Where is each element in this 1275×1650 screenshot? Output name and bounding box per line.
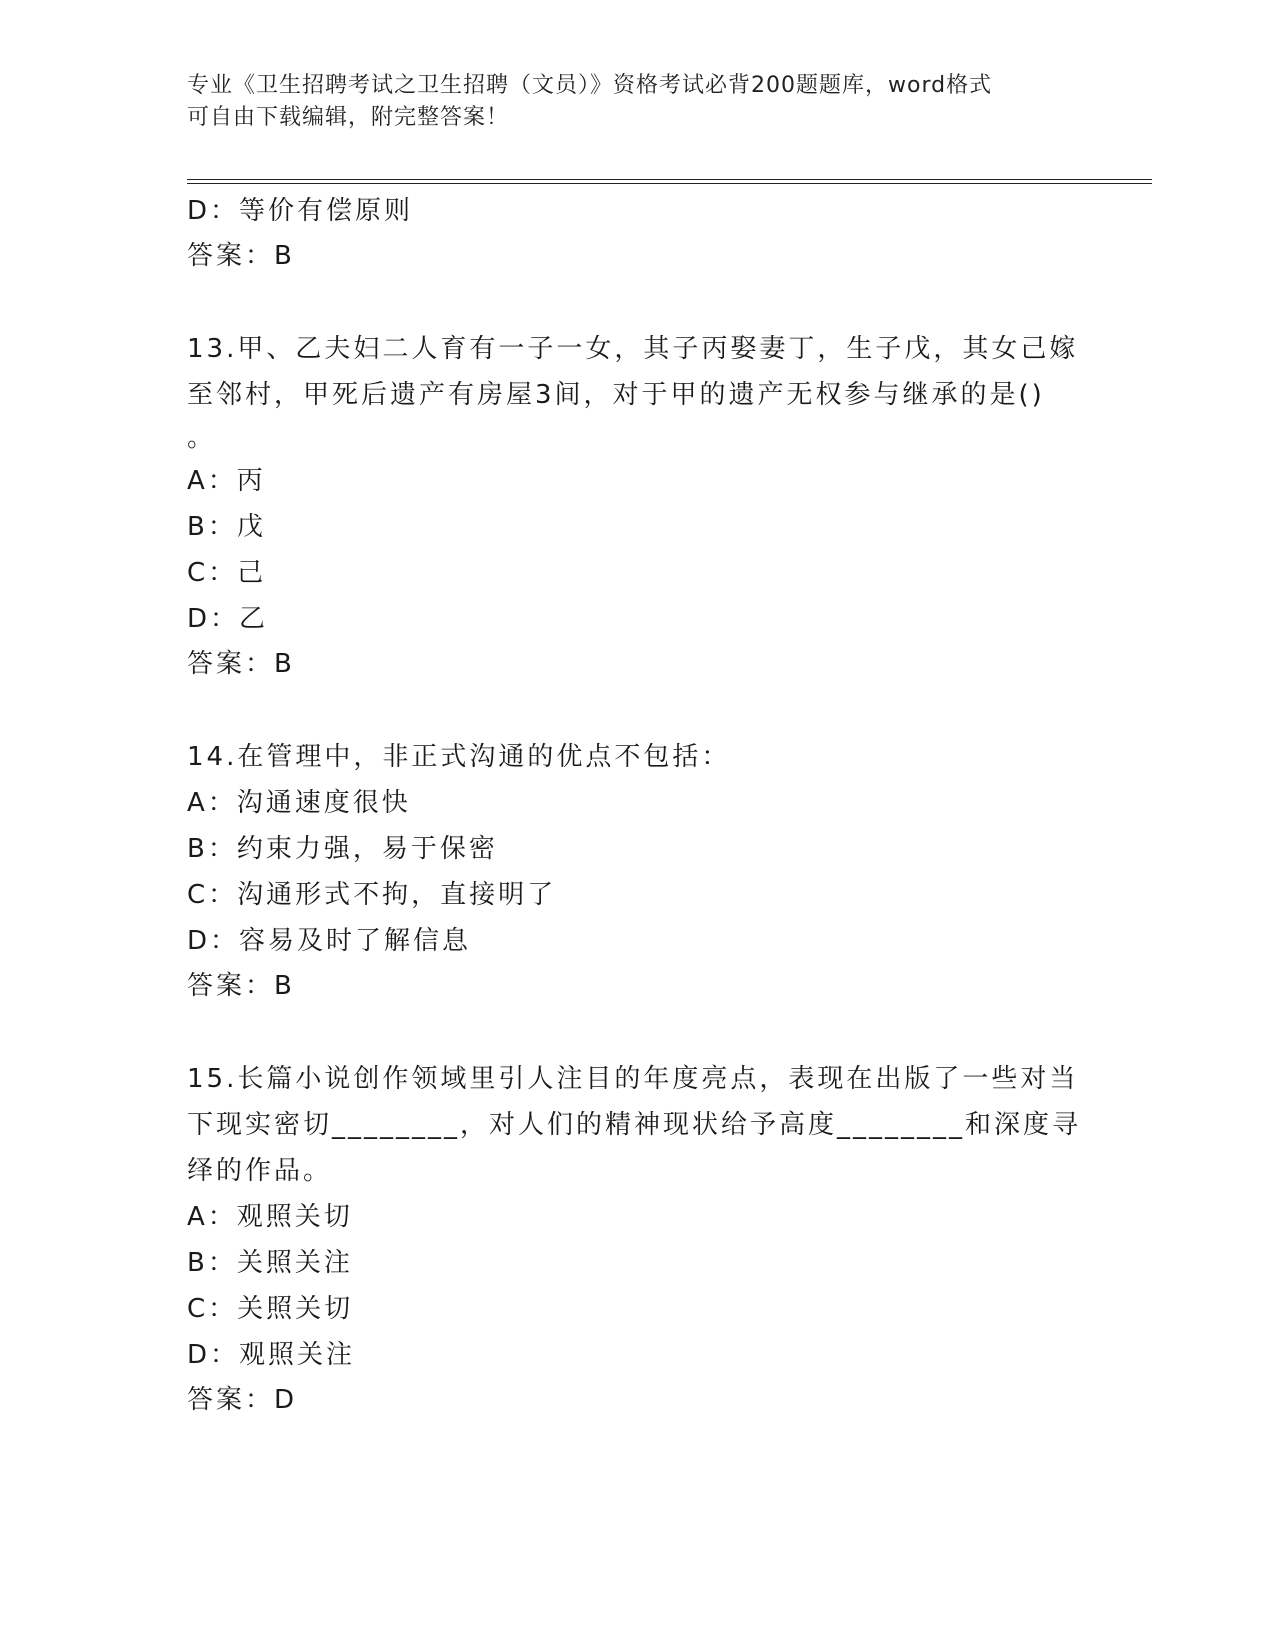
question-text-line: 14.在管理中，非正式沟通的优点不包括： [187, 742, 731, 772]
header-divider-bottom [187, 183, 1152, 184]
option-b: B：约束力强，易于保密 [187, 834, 498, 864]
option-b: B：戊 [187, 512, 266, 542]
option-c: C：沟通形式不拘，直接明了 [187, 880, 557, 910]
question-text-line: 绎的作品。 [187, 1156, 333, 1186]
previous-question-tail [187, 188, 1087, 278]
spacer [187, 1008, 1087, 1056]
answer-line: 答案：B [187, 241, 295, 271]
option-d: D：容易及时了解信息 [187, 926, 472, 956]
header-divider-top [187, 179, 1152, 180]
option-a: A：观照关切 [187, 1202, 353, 1232]
question-text-line: 下现实密切________，对人们的精神现状给予高度________和深度寻 [187, 1110, 1082, 1140]
spacer [187, 278, 1087, 326]
header-line-1: 专业《卫生招聘考试之卫生招聘（文员）》资格考试必背200题题库，word格式 [187, 73, 993, 98]
option-c: C：关照关切 [187, 1294, 354, 1324]
option-d: D：乙 [187, 604, 269, 634]
option-a: A：丙 [187, 466, 266, 496]
answer-line: 答案：B [187, 649, 295, 679]
question-14 [187, 734, 1087, 1008]
option-c: C：己 [187, 558, 267, 588]
question-text-line: 。 [187, 423, 217, 453]
question-15 [187, 1056, 1087, 1422]
question-text-line: 13.甲、乙夫妇二人育有一子一女，其子丙娶妻丁，生子戊，其女己嫁 [187, 334, 1079, 364]
answer-line: 答案：B [187, 971, 295, 1001]
document-header [187, 70, 1087, 134]
question-text-line: 15.长篇小说创作领域里引人注目的年度亮点，表现在出版了一些对当 [187, 1064, 1079, 1094]
answer-line: 答案：D [187, 1385, 298, 1415]
question-13 [187, 326, 1087, 686]
option-d: D：等价有偿原则 [187, 196, 414, 226]
spacer [187, 686, 1087, 734]
document-body [187, 188, 1087, 1422]
option-d: D：观照关注 [187, 1340, 356, 1370]
option-b: B：关照关注 [187, 1248, 353, 1278]
header-line-2: 可自由下载编辑，附完整答案！ [187, 105, 510, 130]
question-text-line: 至邻村，甲死后遗产有房屋3间，对于甲的遗产无权参与继承的是() [187, 380, 1045, 410]
option-a: A：沟通速度很快 [187, 788, 411, 818]
